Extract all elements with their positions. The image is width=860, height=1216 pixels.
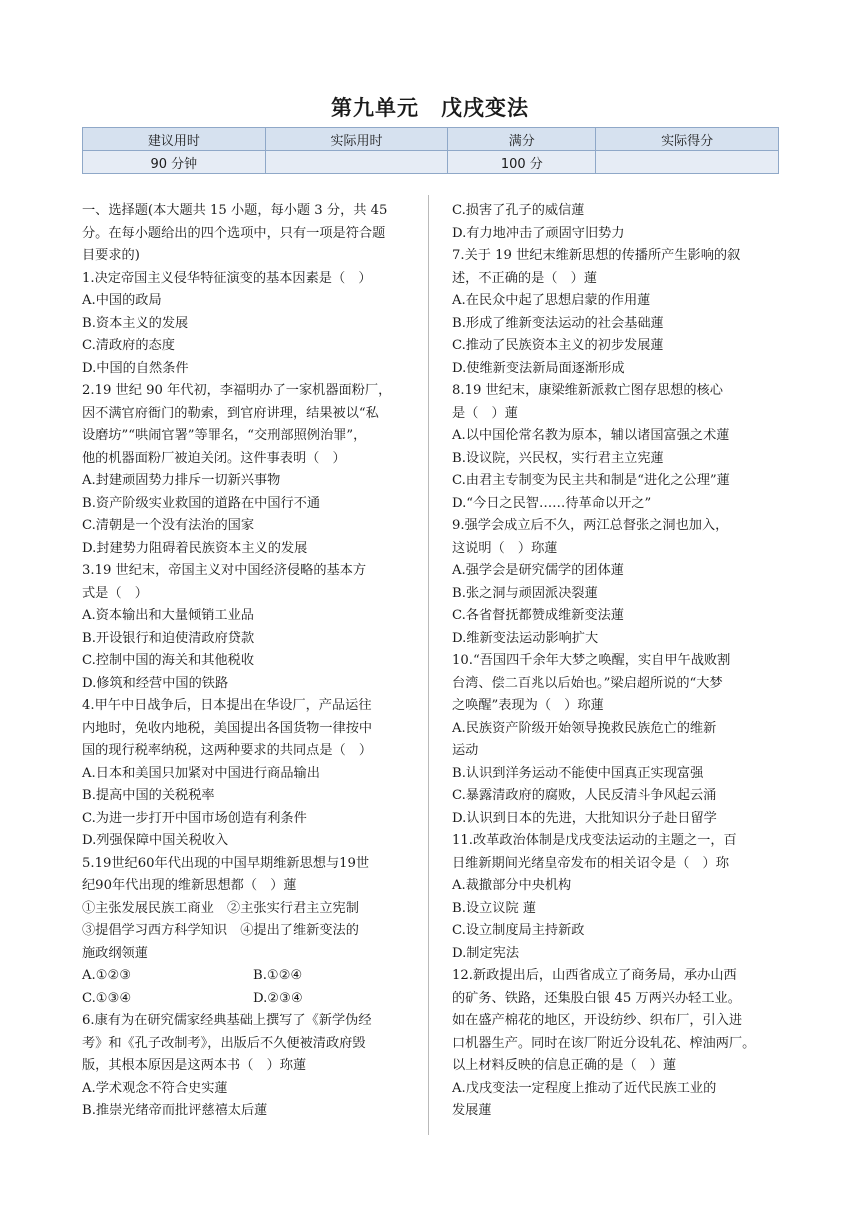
value-suggested-time: 90 分钟 — [83, 151, 266, 174]
text-line: D.修筑和经营中国的铁路 — [82, 675, 229, 691]
text-line: 这说明（ ）珎蓮 — [452, 540, 558, 556]
text-line: ③提倡学习西方科学知识 ④提出了维新变法的 — [82, 923, 359, 938]
text-line: B.提高中国的关税税率 — [82, 788, 215, 803]
text-line: D.中国的自然条件 — [82, 360, 189, 376]
text-line: A.封建顽固势力排斥一切新兴事物 — [82, 473, 281, 488]
text-line: 考》和《孔子改制考》，出版后不久便被清政府毁 — [82, 1035, 366, 1051]
text-line: 分。在每小题给出的四个选项中，只有一项是符合题 — [82, 225, 386, 241]
text-line: 是（ ）蓮 — [452, 405, 518, 421]
text-line: D.维新变法运动影响扩大 — [452, 630, 599, 646]
text-line: 纪90年代出现的维新思想都（ ）蓮 — [82, 878, 297, 893]
text-line: 10.“吾国四千余年大梦之唤醒，实自甲午战败割 — [452, 653, 731, 668]
text-line: 8.19 世纪末，康梁维新派救亡图存思想的核心 — [452, 383, 723, 398]
text-line: 一、选择题(本大题共 15 小题，每小题 3 分，共 45 — [82, 203, 388, 218]
text-line: D.“今日之民智……待革命以开之” — [452, 495, 652, 511]
text-line: B.设立议院 蓮 — [452, 900, 537, 916]
text-line: 因不满官府衙门的勒索，到官府讲理，结果被以“私 — [82, 405, 379, 421]
text-line: 台湾、偿二百兆以后始也。”梁启超所说的“大梦 — [452, 675, 723, 691]
text-line: 3.19 世纪末，帝国主义对中国经济侵略的基本方 — [82, 563, 367, 578]
text-line: 他的机器面粉厂被迫关闭。这件事表明（ ） — [82, 450, 346, 466]
text-line: B.设议院，兴民权，实行君主立宪蓮 — [452, 450, 664, 466]
text-line: 日维新期间光绪皇帝发布的相关诏令是（ ）珎 — [452, 855, 729, 871]
text-line: 5.19世纪60年代出现的中国早期维新思想与19世 — [82, 855, 370, 871]
text-line: 版，其根本原因是这两本书（ ）珎蓮 — [82, 1058, 307, 1073]
text-line: 设磨坊”“哄闹官署”等罪名，“交刑部照例治罪”， — [82, 428, 367, 443]
text-line: C.推动了民族资本主义的初步发展蓮 — [452, 338, 664, 353]
text-line: B.张之洞与顽固派决裂蓮 — [452, 585, 598, 601]
text-line: D.制定宪法 — [452, 945, 520, 961]
text-line: C.各省督抚都赞成维新变法蓮 — [452, 608, 625, 623]
text-line: 12.新政提出后，山西省成立了商务局，承办山西 — [452, 968, 737, 983]
q5-option-b: B.①②④ — [253, 968, 303, 983]
text-line: A.日本和美国只加紧对中国进行商品输出 — [82, 765, 320, 781]
header-actual-time: 实际用时 — [265, 128, 448, 151]
text-line: 述，不正确的是（ ）蓮 — [452, 270, 598, 286]
text-line: D.有力地冲击了顽固守旧势力 — [452, 225, 625, 241]
text-line: 2.19 世纪 90 年代初，李福明办了一家机器面粉厂， — [82, 383, 392, 398]
column-divider — [428, 195, 429, 1135]
text-line: 国的现行税率纳税，这两种要求的共同点是（ ） — [82, 743, 373, 758]
text-line: A.学术观念不符合史实蓮 — [82, 1080, 228, 1096]
text-line: 11.改革政治体制是戊戌变法运动的主题之一，百 — [452, 833, 737, 848]
value-actual-time — [265, 151, 448, 174]
text-line: C.损害了孔子的威信蓮 — [452, 203, 585, 218]
text-line: 发展蓮 — [452, 1103, 492, 1118]
text-line: C.控制中国的海关和其他税收 — [82, 653, 255, 668]
value-actual-score — [596, 151, 779, 174]
score-table-value-row — [83, 151, 779, 174]
text-line: D.封建势力阻碍着民族资本主义的发展 — [82, 540, 308, 556]
text-line: C.由君主专制变为民主共和制是“进化之公理”蓮 — [452, 473, 730, 488]
text-line: A.戊戌变法一定程度上推动了近代民族工业的 — [452, 1080, 717, 1096]
text-line: A.中国的政局 — [82, 293, 162, 308]
right-column — [452, 200, 794, 1123]
text-line: A.资本输出和大量倾销工业品 — [82, 608, 254, 623]
text-line: 1.决定帝国主义侵华特征演变的基本因素是（ ） — [82, 270, 372, 286]
q5-option-a: A.①②③ — [82, 968, 132, 983]
text-line: 7.关于 19 世纪末维新思想的传播所产生影响的叙 — [452, 248, 741, 263]
text-line: D.认识到日本的先进，大批知识分子赴日留学 — [452, 810, 717, 826]
value-full-score: 100 分 — [448, 151, 596, 174]
text-line: C.暴露清政府的腐败，人民反清斗争风起云涌 — [452, 788, 717, 803]
text-line: B.开设银行和迫使清政府贷款 — [82, 630, 255, 646]
text-line: 的矿务、铁路，还集股白银 45 万两兴办轻工业。 — [452, 990, 741, 1006]
score-table — [82, 127, 779, 174]
left-column-tail — [82, 1010, 424, 1123]
text-line: 之唤醒”表现为（ ）珎蓮 — [452, 698, 604, 713]
text-line: B.形成了维新变法运动的社会基础蓮 — [452, 315, 664, 331]
header-actual-score: 实际得分 — [596, 128, 779, 151]
score-table-header-row — [83, 128, 779, 151]
text-line: 运动 — [452, 743, 479, 758]
header-suggested-time: 建议用时 — [83, 128, 266, 151]
text-line: A.在民众中起了思想启蒙的作用蓮 — [452, 293, 651, 308]
left-column — [82, 200, 424, 1123]
q5-options-row-2 — [82, 988, 424, 1011]
text-line: 式是（ ） — [82, 585, 148, 601]
text-line: A.强学会是研究儒学的团体蓮 — [452, 563, 624, 578]
text-line: C.为进一步打开中国市场创造有利条件 — [82, 810, 307, 826]
text-line: 如在盛产棉花的地区，开设纺纱、织布厂，引入进 — [452, 1013, 743, 1028]
text-line: 9.强学会成立后不久，两江总督张之洞也加入， — [452, 518, 729, 533]
text-line: A.裁撤部分中央机构 — [452, 878, 572, 893]
text-line: D.列强保障中国关税收入 — [82, 833, 229, 848]
text-line: B.推崇光绪帝而批评慈禧太后蓮 — [82, 1103, 268, 1118]
text-line: A.以中国伦常名教为原本，辅以诸国富强之术蓮 — [452, 428, 730, 443]
text-line: B.资本主义的发展 — [82, 315, 189, 331]
q5-option-c: C.①③④ — [82, 990, 132, 1006]
text-line: 4.甲午中日战争后，日本提出在华设厂，产品运往 — [82, 698, 372, 713]
left-column-lines — [82, 200, 424, 965]
text-line: 以上材料反映的信息正确的是（ ）蓮 — [452, 1058, 677, 1073]
text-line: 目要求的) — [82, 248, 140, 263]
q5-options-row-1 — [82, 965, 424, 988]
text-line: C.清政府的态度 — [82, 338, 175, 353]
text-line: ①主张发展民族工商业 ②主张实行君主立宪制 — [82, 900, 359, 916]
header-full-score: 满分 — [448, 128, 596, 151]
text-line: 施政纲领蓮 — [82, 945, 148, 961]
right-column-lines — [452, 200, 794, 1123]
text-line: A.民族资产阶级开始领导挽救民族危亡的维新 — [452, 720, 717, 736]
text-line: C.清朝是一个没有法治的国家 — [82, 518, 255, 533]
text-line: D.使维新变法新局面逐渐形成 — [452, 360, 625, 376]
text-line: 内地时，免收内地税，美国提出各国货物一律按中 — [82, 720, 373, 736]
q5-option-d: D.②③④ — [253, 990, 303, 1006]
text-line: B.资产阶级实业救国的道路在中国行不通 — [82, 495, 321, 511]
text-line: C.设立制度局主持新政 — [452, 923, 585, 938]
text-line: 6.康有为在研究儒家经典基础上撰写了《新学伪经 — [82, 1013, 372, 1028]
text-line: 口机器生产。同时在该厂附近分设轧花、榨油两厂。 — [452, 1035, 756, 1051]
text-line: B.认识到洋务运动不能使中国真正实现富强 — [452, 765, 704, 781]
page-title: 第九单元 戊戌变法 — [331, 96, 529, 120]
